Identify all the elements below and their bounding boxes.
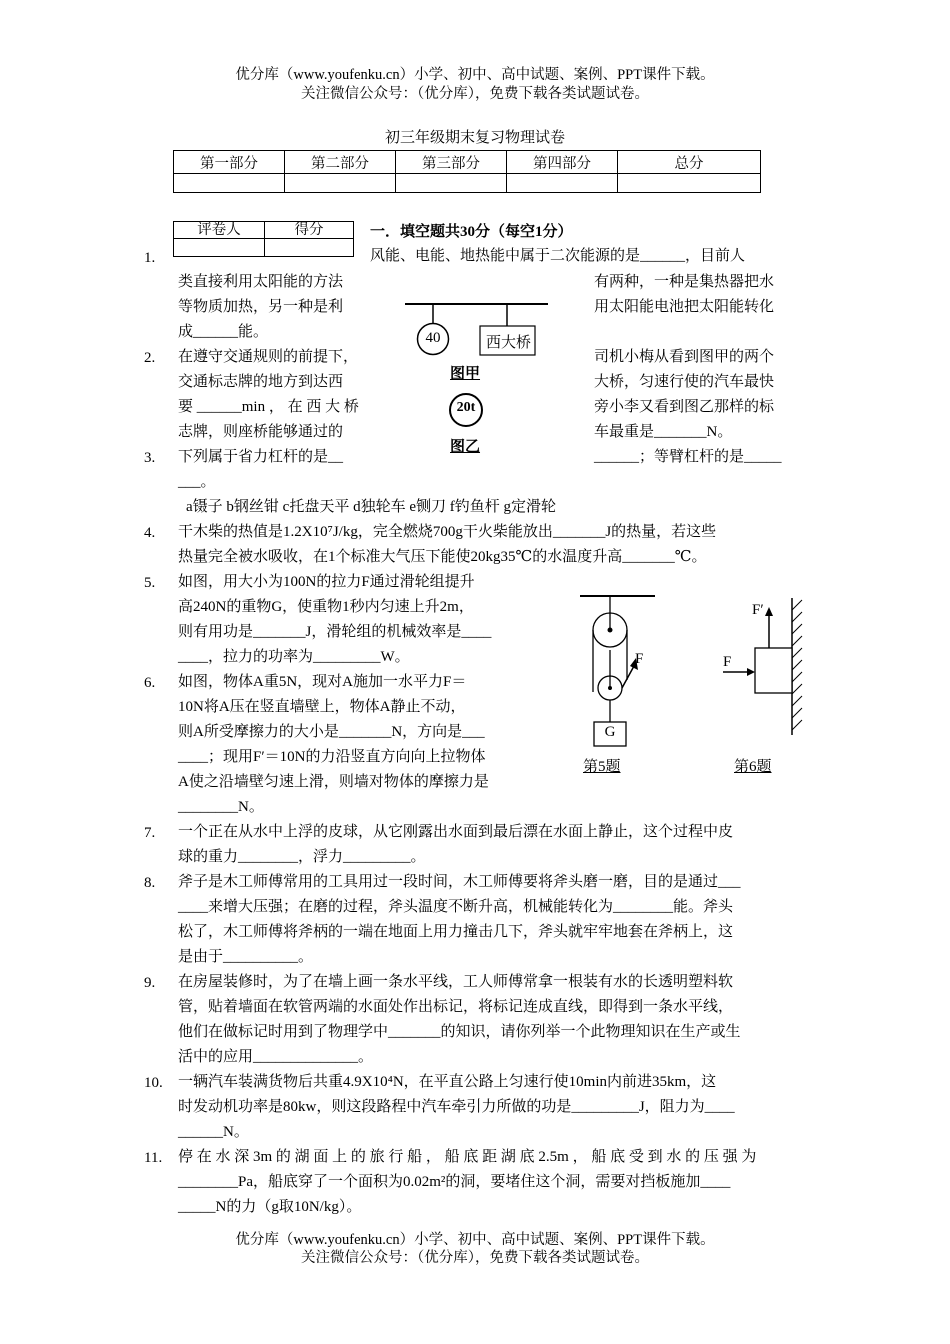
figure-6-caption: 第6题	[734, 759, 772, 775]
q3-line-1b: ______；等臂杠杆的是_____	[594, 449, 782, 465]
q1-number: 1.	[144, 250, 156, 266]
grader-cell[interactable]	[174, 239, 265, 257]
figure-b-caption: 图乙	[450, 439, 481, 455]
q5-line-3: 则有用功是_______J，滑轮组的机械效率是____	[178, 624, 492, 640]
score-cell-3[interactable]	[396, 174, 507, 193]
q2-line-4a: 志牌，则座桥能够通过的	[178, 424, 344, 440]
q2-line-2a: 交通标志牌的地方到达西	[178, 374, 344, 390]
q6-line-2: 10N将A压在竖直墙壁上，物体A静止不动，	[178, 699, 466, 715]
figure-a-caption: 图甲	[450, 366, 481, 382]
score-table	[173, 150, 761, 193]
push-force-label: F	[723, 654, 732, 670]
header-line-1: 优分库（www.youfenku.cn）小学、初中、高中试题、案例、PPT课件下载。	[235, 67, 715, 83]
q8-line-1: 斧子是木工师傅常用的工具用过一段时间，木工师傅要将斧头磨一磨，目的是通过___	[178, 874, 741, 890]
q2-line-3b: 旁小李又看到图乙那样的标	[594, 399, 775, 415]
score-header-2: 第二部分	[285, 151, 396, 174]
q7-number: 7.	[144, 825, 156, 841]
q5-number: 5.	[144, 575, 156, 591]
q9-line-2: 管，贴着墙面在软管两端的水面处作出标记，将标记连成直线，即得到一条水平线，	[178, 999, 734, 1015]
header-line-2: 关注微信公众号：（优分库），免费下载各类试题试卷。	[301, 86, 649, 102]
q2-number: 2.	[144, 350, 156, 366]
q2-line-4b: 车最重是_______N。	[594, 424, 733, 440]
q3-options: a镊子 b钢丝钳 c托盘天平 d独轮车 e铡刀 f钓鱼杆 g定滑轮	[186, 499, 556, 515]
q1-line-2a: 等物质加热，另一种是利	[178, 299, 344, 315]
q10-line-3: ______N。	[178, 1124, 249, 1140]
q6-line-6: ________N。	[178, 799, 264, 815]
q8-line-3: 松了，木工师傅将斧柄的一端在地面上用力撞击几下，斧头就牢牢地套在斧柄上，这	[178, 924, 734, 940]
points-cell[interactable]	[265, 239, 354, 257]
score-cell-total[interactable]	[618, 174, 761, 193]
q1-line-0: 风能、电能、地热能中属于二次能源的是______，目前人	[370, 248, 746, 264]
q9-number: 9.	[144, 975, 156, 991]
speed-limit-text: 40	[425, 330, 441, 346]
weight-limit-text: 20t	[456, 400, 476, 415]
q6-number: 6.	[144, 675, 156, 691]
q11-line-2: ________Pa，船底穿了一个面积为0.02m²的洞，要堵住这个洞，需要对挡板施加____	[178, 1174, 731, 1190]
footer-line-2: 关注微信公众号：（优分库），免费下载各类试题试卷。	[301, 1250, 649, 1266]
q6-line-3: 则A所受摩擦力的大小是_______N，方向是___	[178, 724, 485, 740]
score-header-total: 总分	[618, 151, 761, 174]
q4-line-1: 干木柴的热值是1.2X10⁷J/kg，完全燃烧700g干火柴能放出_______J的热量，若这些	[178, 524, 717, 540]
place-sign-text: 西大桥	[485, 335, 531, 351]
q10-line-2: 时发动机功率是80kw，则这段路程中汽车牵引力所做的功是_________J，阻力为____	[178, 1099, 735, 1115]
q2-line-1a: 在遵守交通规则的前提下，	[178, 349, 359, 365]
q1-line-1b: 有两种，一种是集热器把水	[594, 274, 775, 290]
q2-line-2b: 大桥，匀速行使的汽车最快	[594, 374, 775, 390]
q10-line-1: 一辆汽车装满货物后共重4.9X10⁴N，在平直公路上匀速行使10min内前进35km，这	[178, 1074, 717, 1090]
q2-line-3a: 要 ______min ， 在 西 大 桥	[178, 399, 359, 415]
force-arrow	[622, 666, 634, 688]
q9-line-3: 他们在做标记时用到了物理学中_______的知识，请你列举一个此物理知识在生产或生	[178, 1024, 741, 1040]
q1-line-2b: 用太阳能电池把太阳能转化	[594, 299, 775, 315]
q3-line-1a: 下列属于省力杠杆的是__	[178, 449, 344, 465]
q9-line-1: 在房屋装修时，为了在墙上画一条水平线，工人师傅常拿一根装有水的长透明塑料软	[178, 974, 734, 990]
q7-line-1: 一个正在从水中上浮的皮球，从它刚露出水面到最后漂在水面上静止，这个过程中皮	[178, 824, 734, 840]
q8-line-2: ____来增大压强；在磨的过程，斧头温度不断升高，机械能转化为________能。斧头	[178, 899, 734, 915]
block-a	[755, 648, 792, 693]
grader-header: 评卷人	[174, 222, 265, 239]
figure-5-caption: 第5题	[583, 759, 621, 775]
q1-line-3: 成______能。	[178, 324, 269, 340]
score-cell-2[interactable]	[285, 174, 396, 193]
q2-line-1b: 司机小梅从看到图甲的两个	[594, 349, 775, 365]
wall-figure	[720, 590, 820, 750]
q1-line-1a: 类直接利用太阳能的方法	[178, 274, 344, 290]
q6-line-5: A使之沿墙壁匀速上滑，则墙对物体的摩擦力是	[178, 774, 489, 790]
pulley-force-label: F	[635, 651, 644, 667]
q6-line-4: ____；现用F′＝10N的力沿竖直方向向上拉物体	[178, 749, 486, 765]
q5-line-1: 如图，用大小为100N的拉力F通过滑轮组提升	[178, 574, 475, 590]
pull-force-label: F′	[752, 602, 764, 618]
score-cell-4[interactable]	[507, 174, 618, 193]
q11-line-3: _____N的力（g取10N/kg）。	[178, 1199, 362, 1215]
q9-line-4: 活中的应用______________。	[178, 1049, 374, 1065]
q11-line-1: 停 在 水 深 3m 的 湖 面 上 的 旅 行 船 ， 船 底 距 湖 底 2.5m ， 船 底 受 到 水 的 压 强 为	[178, 1149, 757, 1165]
score-header-4: 第四部分	[507, 151, 618, 174]
q7-line-2: 球的重力________，浮力_________。	[178, 849, 426, 865]
q8-line-4: 是由于__________。	[178, 949, 314, 965]
section-1-title: 一．填空题共30分（每空1分）	[370, 224, 573, 240]
footer-line-1: 优分库（www.youfenku.cn）小学、初中、高中试题、案例、PPT课件下载。	[235, 1232, 715, 1248]
pulley-weight-label: G	[604, 724, 616, 740]
score-header-3: 第三部分	[396, 151, 507, 174]
q6-line-1: 如图，物体A重5N，现对A施加一水平力F＝	[178, 674, 467, 690]
q5-line-2: 高240N的重物G，使重物1秒内匀速上升2m，	[178, 599, 474, 615]
q11-number: 11.	[144, 1150, 163, 1166]
grader-table	[173, 221, 354, 257]
q5-line-4: ____，拉力的功率为_________W。	[178, 649, 410, 665]
q3-number: 3.	[144, 450, 156, 466]
page-title: 初三年级期末复习物理试卷	[384, 130, 565, 146]
q8-number: 8.	[144, 875, 156, 891]
q4-line-2: 热量完全被水吸收，在1个标准大气压下能使20kg35℃的水温度升高_______℃。	[178, 549, 707, 565]
score-cell-1[interactable]	[174, 174, 285, 193]
score-header-1: 第一部分	[174, 151, 285, 174]
q10-number: 10.	[144, 1075, 163, 1091]
points-header: 得分	[265, 222, 354, 239]
q3-line-2: ___。	[178, 474, 216, 490]
q4-number: 4.	[144, 525, 156, 541]
